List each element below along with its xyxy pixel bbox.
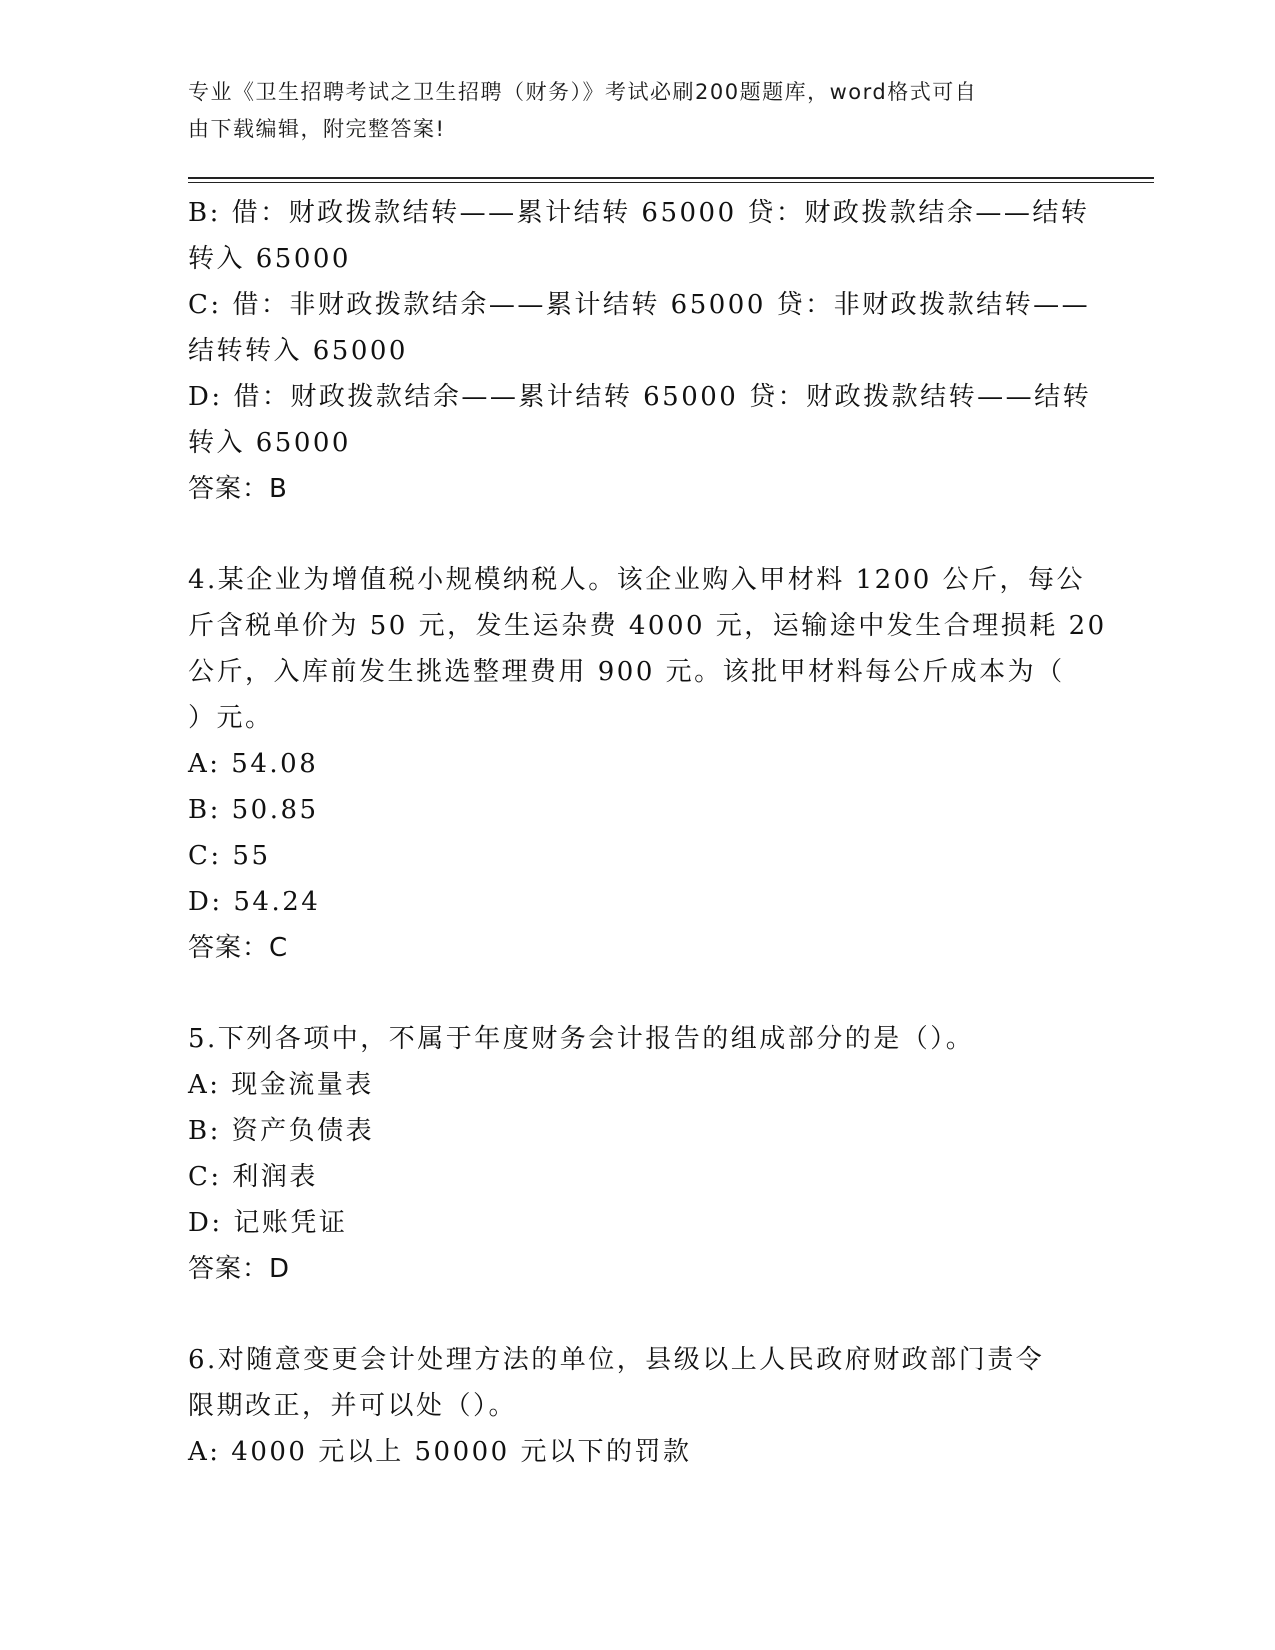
q4-stem-line-3: 公斤，入库前发生挑选整理费用 900 元。该批甲材料每公斤成本为（ [188,657,1065,687]
q6-stem-line-1: 6.对随意变更会计处理方法的单位，县级以上人民政府财政部门责令 [188,1345,1045,1375]
q3-answer: 答案：B [188,474,288,504]
q4-stem-line-2: 斤含税单价为 50 元，发生运杂费 4000 元，运输途中发生合理损耗 20 [188,611,1107,641]
q4-option-d: D: 54.24 [188,887,321,917]
q4-option-a: A: 54.08 [188,749,319,779]
q3-option-d-line-2: 转入 65000 [188,428,351,458]
q5-option-c: C: 利润表 [188,1162,318,1192]
q5-option-d: D: 记账凭证 [188,1208,348,1238]
q3-option-b [188,190,1088,282]
q4-stem-line-4: ）元。 [188,703,274,733]
q3-option-c-line-1: C: 借：非财政拨款结余——累计结转 65000 贷：非财政拨款结转—— [188,290,1091,320]
q3-option-b-line-2: 转入 65000 [188,244,351,274]
q3-option-d [188,374,1092,466]
q4-option-b: B: 50.85 [188,795,319,825]
header-divider-thin [188,182,1154,183]
header-line-2: 由下载编辑，附完整答案! [188,117,446,141]
q6-stem [188,1337,1088,1429]
q4-option-c: C: 55 [188,841,271,871]
header-divider-thick [188,177,1154,179]
q4-answer: 答案：C [188,933,289,963]
document-header [188,74,1068,148]
q5-option-b: B: 资产负债表 [188,1116,375,1146]
q5-answer: 答案：D [188,1254,291,1284]
header-line-1: 专业《卫生招聘考试之卫生招聘（财务）》考试必刷200题题库，word格式可自 [188,80,978,104]
q3-option-c [188,282,1091,374]
q5-stem: 5.下列各项中，不属于年度财务会计报告的组成部分的是（）。 [188,1024,975,1054]
q3-option-c-line-2: 结转转入 65000 [188,336,408,366]
q5-option-a: A: 现金流量表 [188,1070,374,1100]
q6-option-a: A: 4000 元以上 50000 元以下的罚款 [188,1437,692,1467]
q4-stem [188,557,1107,741]
q6-stem-line-2: 限期改正，并可以处（）。 [188,1391,518,1421]
question-body [188,190,1107,1475]
q3-option-b-line-1: B: 借：财政拨款结转——累计结转 65000 贷：财政拨款结余——结转 [188,198,1090,228]
q4-stem-line-1: 4.某企业为增值税小规模纳税人。该企业购入甲材料 1200 公斤，每公 [188,565,1086,595]
q3-option-d-line-1: D: 借：财政拨款结余——累计结转 65000 贷：财政拨款结转——结转 [188,382,1092,412]
